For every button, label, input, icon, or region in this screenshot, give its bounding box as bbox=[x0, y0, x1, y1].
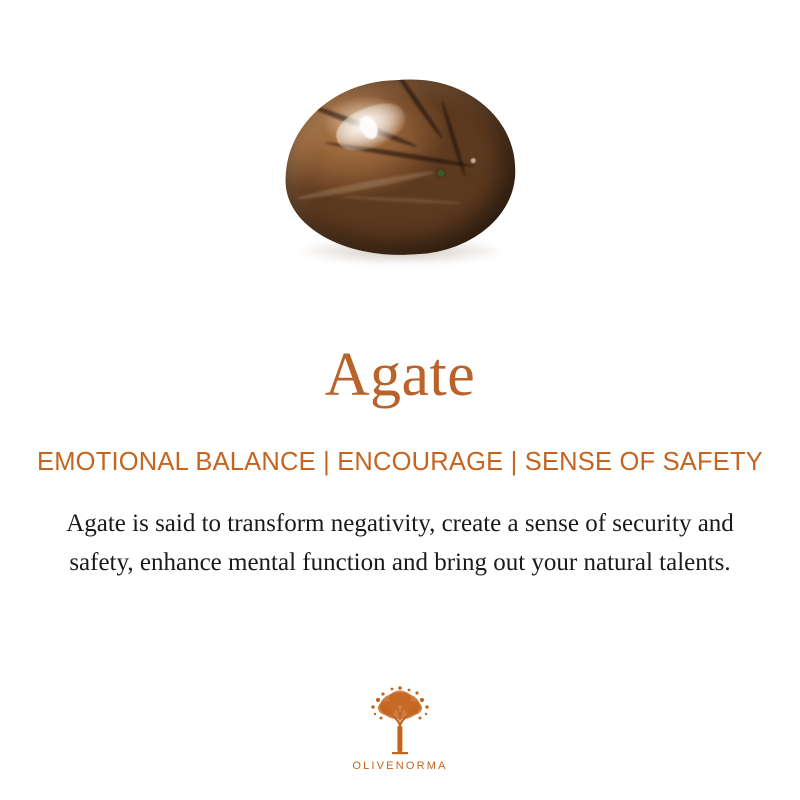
description-text: Agate is said to transform negativity, create a sense of security and safety, enhance mental function and bring out your natural talents. bbox=[66, 510, 734, 576]
brand-name: OLIVENORMA bbox=[352, 760, 448, 772]
stone-body bbox=[281, 74, 520, 261]
agate-stone-image bbox=[285, 80, 515, 260]
tree-of-life-icon bbox=[354, 680, 446, 758]
stone-vein bbox=[440, 100, 467, 178]
stone-image-area bbox=[0, 0, 800, 330]
stone-inclusion bbox=[471, 158, 476, 163]
page-title: Agate bbox=[324, 341, 476, 409]
stone-vein bbox=[342, 195, 462, 205]
keyword-line: EMOTIONAL BALANCE | ENCOURAGE | SENSE OF SAFETY bbox=[37, 448, 763, 476]
brand-logo bbox=[0, 680, 800, 772]
stone-inclusion bbox=[437, 170, 444, 177]
